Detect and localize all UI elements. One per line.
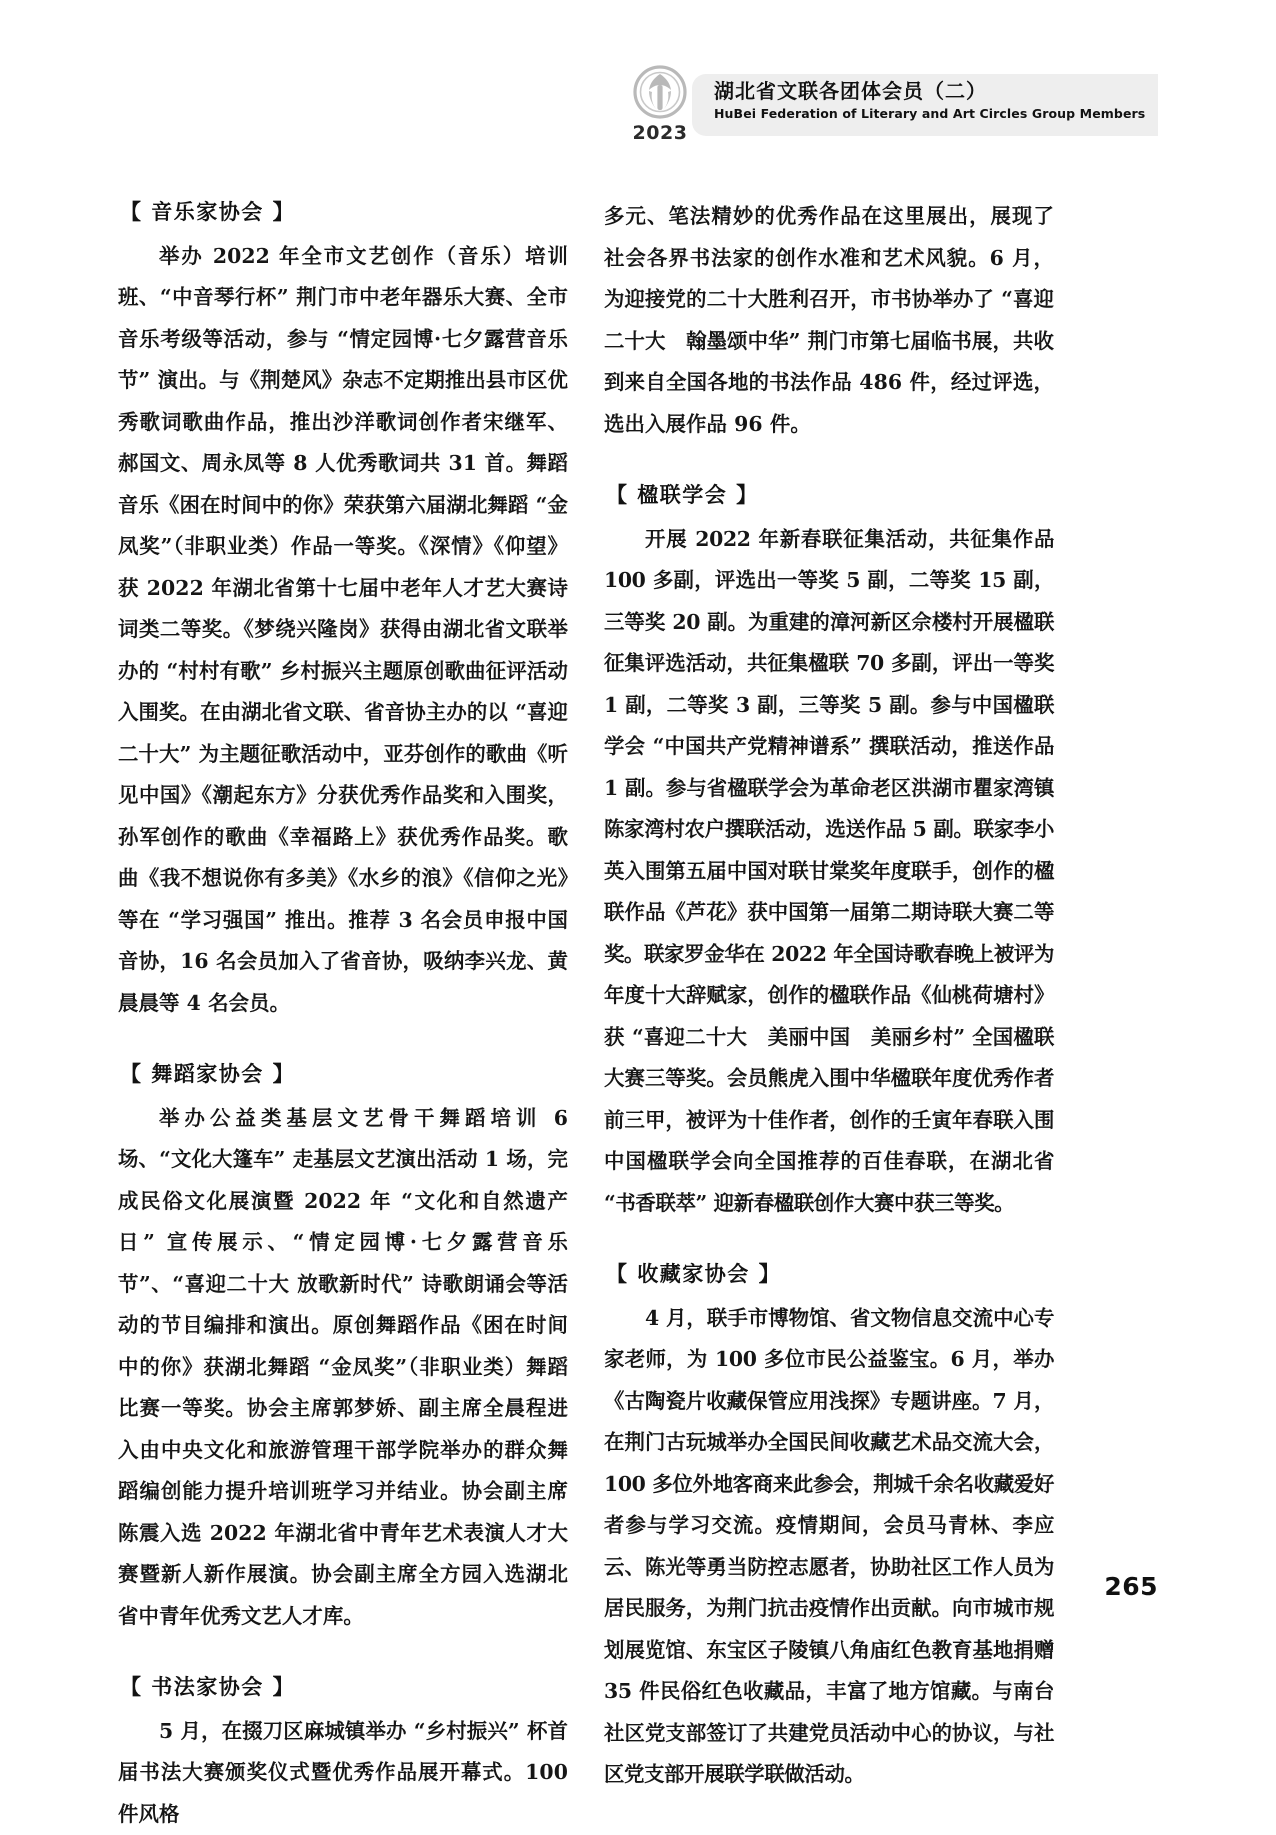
federation-emblem-icon [632,64,688,120]
section-body-calligraphers-continued: 多元、笔法精妙的优秀作品在这里展出，展现了社会各界书法家的创作水准和艺术风貌。6 月，为迎接党的二十大胜利召开，市书协举办了 “喜迎二十大 翰墨颂中华” 荆门市第七届临书展，共收到来自全国各地的书法作品 486 件，经过评选，选出入展作品 96 件。 [604,204,1054,436]
section-heading-collectors: 【 收藏家协会 】 [606,1262,782,1287]
running-head-title-cn: 湖北省文联各团体会员（二） [714,79,987,103]
logo [618,62,702,154]
logo-year: 2023 [632,122,688,144]
right-column [604,196,1054,1796]
left-column [118,196,568,1835]
section-heading-dancers: 【 舞蹈家协会 】 [120,1062,296,1087]
running-head [618,62,1158,154]
section-body-musicians: 举办 2022 年全市文艺创作（音乐）培训班、“中音琴行杯” 荆门市中老年器乐大赛、全市音乐考级等活动，参与 “情定园博·七夕露营音乐节” 演出。与《荆楚风》杂志不定期推出县市区优秀歌词歌曲作品，推出沙洋歌词创作者宋继军、郝国文、周永凤等 8 人优秀歌词共 31 首。舞蹈音乐《困在时间中的你》荣获第六届湖北舞蹈 “金凤奖”（非职业类）作品一等奖。《深情》《仰望》获 2022 年湖北省第十七届中老年人才艺大赛诗词类二等奖。《梦绕兴隆岗》获得由湖北省文联举办的 “村村有歌” 乡村振兴主题原创歌曲征评活动入围奖。在由湖北省文联、省音协主办的以 “喜迎二十大” 为主题征歌活动中，亚芬创作的歌曲《听见中国》《潮起东方》分获优秀作品奖和入围奖，孙军创作的歌曲《幸福路上》获优秀作品奖。歌曲《我不想说你有多美》《水乡的浪》《信仰之光》等在 “学习强国” 推出。推荐 3 名会员申报中国音协，16 名会员加入了省音协，吸纳李兴龙、黄晨晨等 4 名会员。 [118,243,568,1015]
section-body-dancers: 举办公益类基层文艺骨干舞蹈培训 6 场、“文化大篷车” 走基层文艺演出活动 1 场，完成民俗文化展演暨 2022 年 “文化和自然遗产日” 宣传展示、“情定园博·七夕露营音乐节”、“喜迎二十大 放歌新时代” 诗歌朗诵会等活动的节目编排和演出。原创舞蹈作品《困在时间中的你》获湖北舞蹈 “金凤奖”（非职业类）舞蹈比赛一等奖。协会主席郭梦娇、副主席全晨程进入由中央文化和旅游管理干部学院举办的群众舞蹈编创能力提升培训班学习并结业。协会副主席陈震入选 2022 年湖北省中青年艺术表演人才大赛暨新人新作展演。协会副主席全方园入选湖北省中青年优秀文艺人才库。 [118,1105,568,1628]
section-heading-couplet-society: 【 楹联学会 】 [606,483,759,507]
page-number: 265 [1104,1572,1158,1601]
running-head-title-en: HuBei Federation of Literary and Art Circles Group Members [714,106,1146,121]
section-body-collectors: 4 月，联手市博物馆、省文物信息交流中心专家老师，为 100 多位市民公益鉴宝。6 月，举办《古陶瓷片收藏保管应用浅探》专题讲座。7 月，在荆门古玩城举办全国民间收藏艺术品交流大会，100 多位外地客商来此参会，荆城千余名收藏爱好者参与学习交流。疫情期间，会员马青林、李应云、陈光等勇当防控志愿者，协助社区工作人员为居民服务，为荆门抗击疫情作出贡献。向市城市规划展览馆、东宝区子陵镇八角庙红色教育基地捐赠 35 件民俗红色收藏品，丰富了地方馆藏。与南台社区党支部签订了共建党员活动中心的协议，与社区党支部开展联学联做活动。 [604,1305,1054,1787]
section-body-calligraphers: 5 月，在掇刀区麻城镇举办 “乡村振兴” 杯首届书法大赛颁奖仪式暨优秀作品展开幕式。100 件风格 [118,1718,568,1826]
section-heading-musicians: 【 音乐家协会 】 [120,200,296,224]
section-heading-calligraphers: 【 书法家协会 】 [120,1675,296,1700]
running-head-texts [714,78,1154,123]
section-body-couplet-society: 开展 2022 年新春联征集活动，共征集作品 100 多副，评选出一等奖 5 副，二等奖 15 副，三等奖 20 副。为重建的漳河新区佘楼村开展楹联征集评选活动，共征集楹联 70 多副，评出一等奖 1 副，二等奖 3 副，三等奖 5 副。参与中国楹联学会 “中国共产党精神谱系” 撰联活动，推送作品 1 副。参与省楹联学会为革命老区洪湖市瞿家湾镇陈家湾村农户撰联活动，选送作品 5 副。联家李小英入围第五届中国对联甘棠奖年度联手，创作的楹联作品《芦花》获中国第一届第二期诗联大赛二等奖。联家罗金华在 2022 年全国诗歌春晚上被评为年度十大辞赋家，创作的楹联作品《仙桃荷塘村》获 “喜迎二十大 美丽中国 美丽乡村” 全国楹联大赛三等奖。会员熊虎入围中华楹联年度优秀作者前三甲，被评为十佳作者，创作的壬寅年春联入围中国楹联学会向全国推荐的百佳春联，在湖北省 “书香联萃” 迎新春楹联创作大赛中获三等奖。 [604,526,1054,1215]
